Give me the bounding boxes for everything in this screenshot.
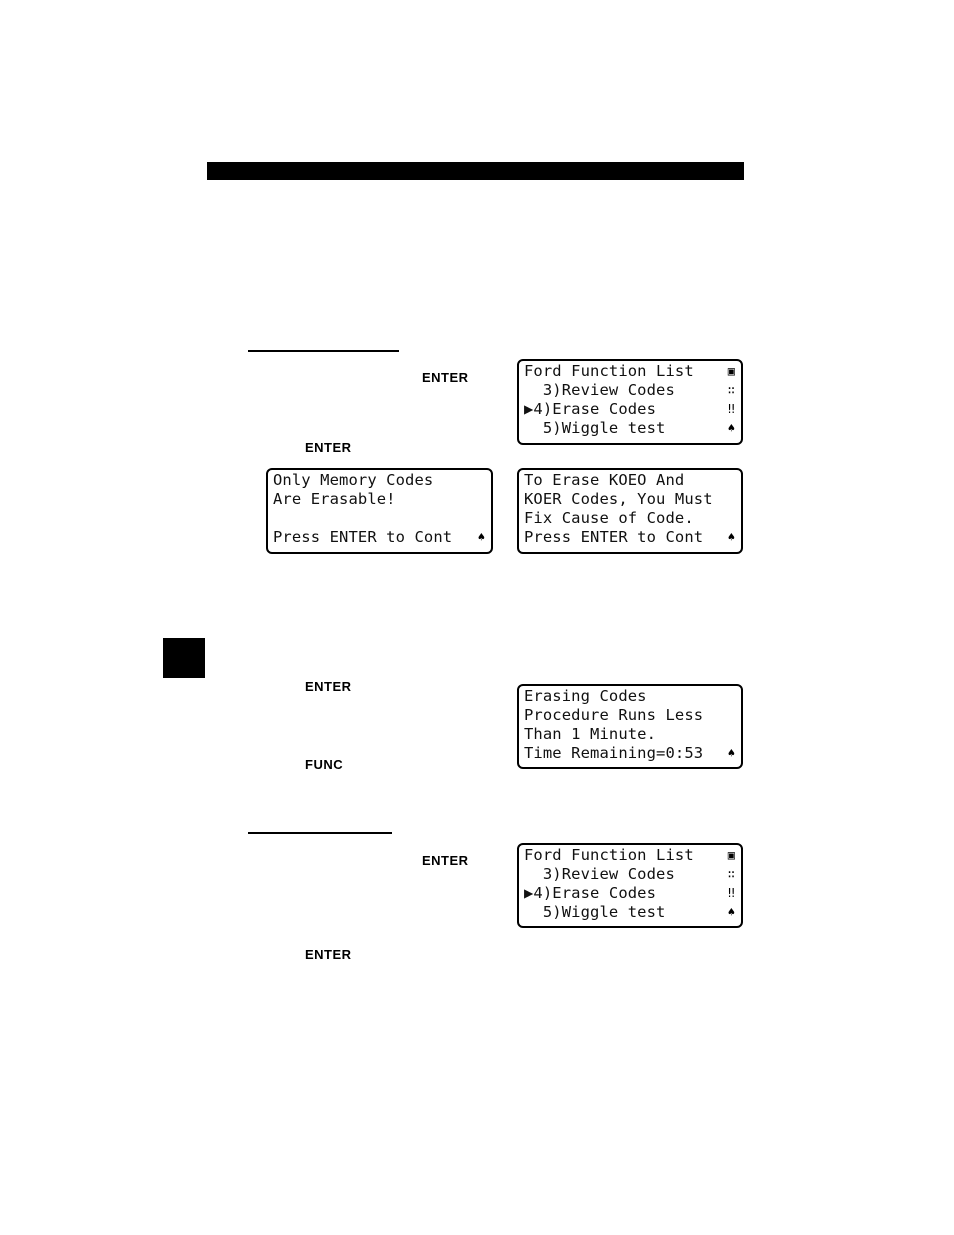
enter-key-label: ENTER [305,679,352,694]
scroll-indicator-icon: ‼ [727,886,735,900]
lcd-screen-function-list [517,843,743,928]
page-indicator-icon: ▣ [727,848,735,862]
lcd-line: ▶4)Erase Codes [524,400,657,418]
lcd-line: Ford Function List [524,846,694,864]
lcd-line: Procedure Runs Less [524,706,704,724]
lcd-line: 3)Review Codes [524,865,675,883]
lcd-line: 5)Wiggle test [524,903,666,921]
section-header-bar [207,162,744,180]
lcd-line: Fix Cause of Code. [524,509,694,527]
more-indicator-icon: ♠ [727,746,735,760]
lcd-line: KOER Codes, You Must [524,490,713,508]
lcd-screen-function-list [517,359,743,445]
enter-key-label: ENTER [305,947,352,962]
section-thumb-tab [163,638,205,678]
lcd-line: Only Memory Codes [273,471,434,489]
lcd-line [273,509,491,528]
lcd-line: Press ENTER to Cont [273,528,453,546]
enter-key-label: ENTER [305,440,352,455]
lcd-line: ▶4)Erase Codes [524,884,657,902]
lcd-line: To Erase KOEO And [524,471,685,489]
lcd-line: Are Erasable! [273,490,396,508]
more-indicator-icon: ♠ [727,421,735,435]
lcd-line: 3)Review Codes [524,381,675,399]
enter-key-label: ENTER [422,370,469,385]
lcd-screen-erasing-codes [517,684,743,769]
more-indicator-icon: ♠ [477,530,485,544]
lcd-screen-memory-codes [266,468,493,554]
scroll-indicator-icon: ∷ [727,867,735,881]
lcd-line: Press ENTER to Cont [524,528,704,546]
subheading-underline-2 [248,832,392,834]
lcd-line: Time Remaining=0:53 [524,744,704,762]
enter-key-label: ENTER [422,853,469,868]
lcd-line: Than 1 Minute. [524,725,657,743]
lcd-line: Ford Function List [524,362,694,380]
lcd-line: Erasing Codes [524,687,647,705]
more-indicator-icon: ♠ [727,530,735,544]
page-indicator-icon: ▣ [727,364,735,378]
scroll-indicator-icon: ∷ [727,383,735,397]
lcd-screen-koeo-koer [517,468,743,554]
func-key-label: FUNC [305,757,344,772]
lcd-line: 5)Wiggle test [524,419,666,437]
subheading-underline-1 [248,350,399,352]
scroll-indicator-icon: ‼ [727,402,735,416]
more-indicator-icon: ♠ [727,905,735,919]
